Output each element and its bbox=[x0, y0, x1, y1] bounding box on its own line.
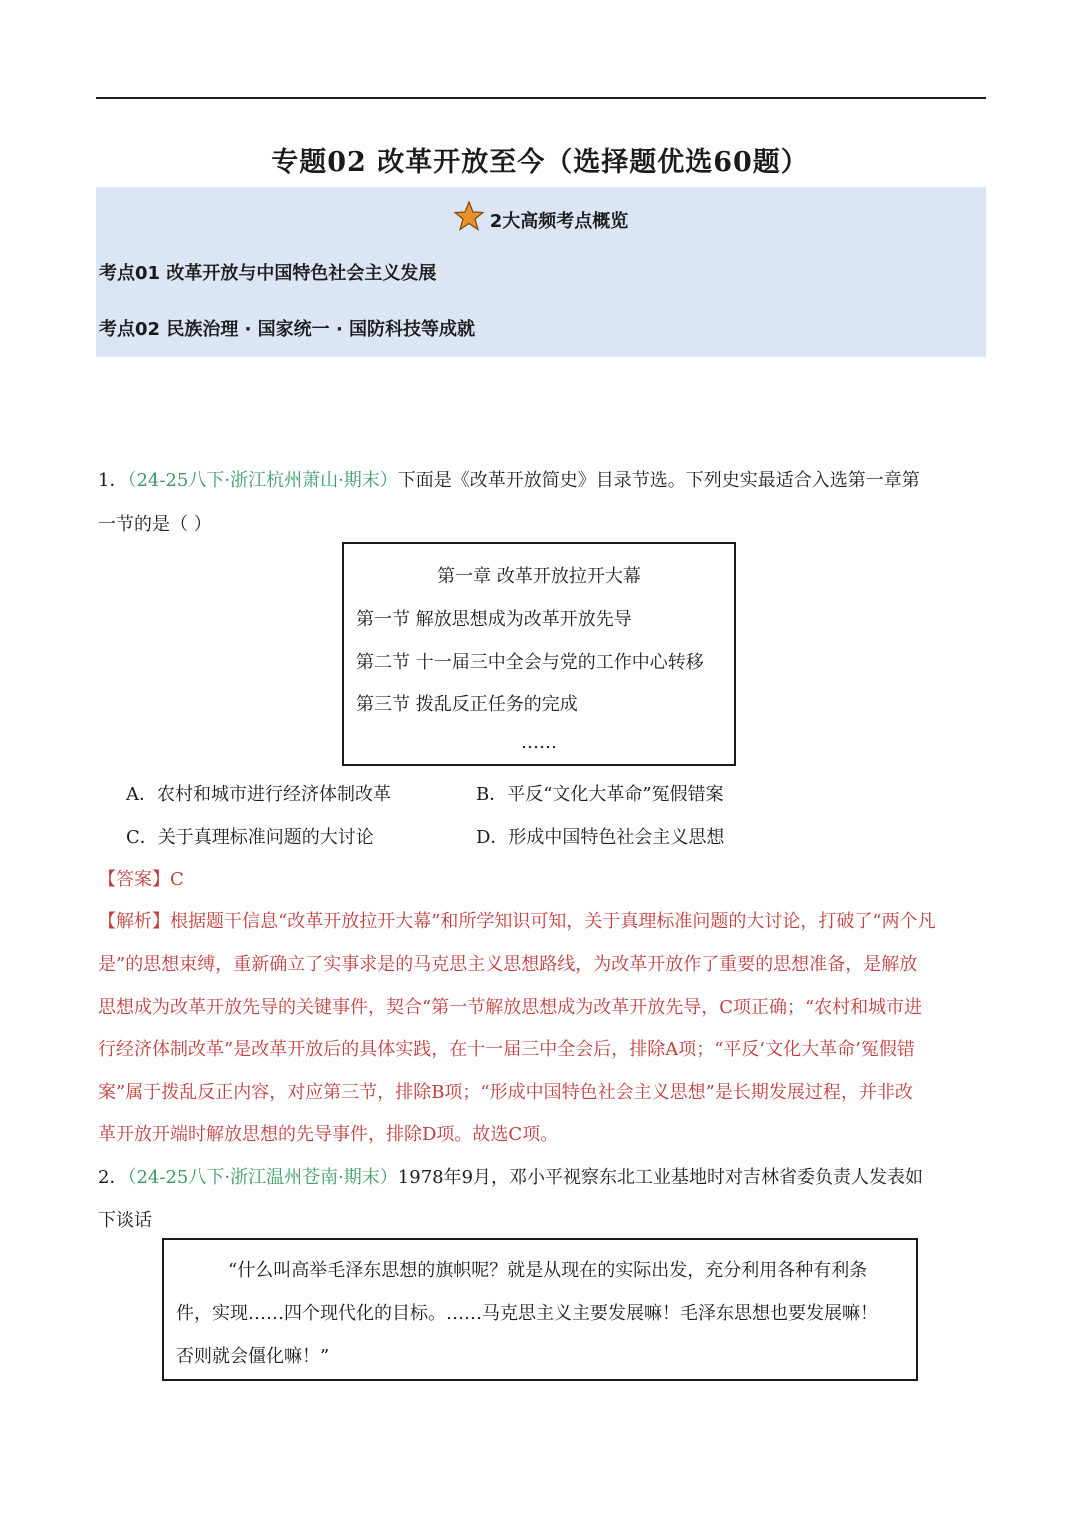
toc-section-2: 第二节 十一届三中全会与党的工作中心转移 bbox=[356, 652, 704, 673]
overview-panel bbox=[96, 187, 986, 357]
quote-line-3: 否则就会僵化嘛！” bbox=[176, 1346, 330, 1367]
quote-box bbox=[162, 1238, 918, 1381]
quote-line-2: 件，实现……四个现代化的目标。……马克思主义主要发展嘛！毛泽东思想也要发展嘛！ bbox=[176, 1303, 878, 1324]
question-2-stem-line-2: 下谈话 bbox=[98, 1210, 152, 1231]
question-stem: 1978年9月，邓小平视察东北工业基地时对吉林省委负责人发表如 bbox=[397, 1167, 924, 1188]
question-1-stem-line-2: 一节的是（ ） bbox=[98, 514, 212, 535]
question-number: 2． bbox=[98, 1167, 128, 1188]
question-number: 1． bbox=[98, 470, 128, 491]
analysis-line-6: 革开放开端时解放思想的先导事件，排除D项。故选C项。 bbox=[98, 1124, 559, 1145]
option-c: C．关于真理标准问题的大讨论 bbox=[126, 827, 374, 848]
analysis-line-1: 【解析】根据题干信息“改革开放拉开大幕”和所学知识可知，关于真理标准问题的大讨论，打破了“两个凡 bbox=[98, 911, 936, 932]
question-2-stem-line-1 bbox=[98, 1163, 923, 1189]
option-b: B．平反“文化大革命”冤假错案 bbox=[476, 784, 724, 805]
question-stem: 下面是《改革开放简史》目录节选。下列史实最适合入选第一章第 bbox=[397, 470, 920, 491]
question-source: （24-25八下·浙江杭州萧山·期末） bbox=[127, 470, 398, 491]
table-of-contents-box bbox=[342, 542, 736, 766]
header-rule bbox=[96, 97, 986, 99]
star-icon bbox=[454, 201, 484, 236]
toc-section-3: 第三节 拨乱反正任务的完成 bbox=[356, 694, 578, 715]
question-1-stem-line-1 bbox=[98, 466, 920, 492]
overview-header bbox=[96, 201, 986, 236]
option-d: D．形成中国特色社会主义思想 bbox=[476, 827, 725, 848]
analysis-line-2: 是”的思想束缚，重新确立了实事求是的马克思主义思想路线，为改革开放作了重要的思想准备，是解放 bbox=[98, 954, 918, 975]
overview-item-1: 考点01 改革开放与中国特色社会主义发展 bbox=[99, 263, 437, 284]
toc-chapter: 第一章 改革开放拉开大幕 bbox=[437, 566, 641, 587]
document-title: 专题02 改革开放至今（选择题优选60题） bbox=[271, 147, 809, 178]
option-a: A．农村和城市进行经济体制改革 bbox=[126, 784, 391, 805]
overview-header-text: 2大高频考点概览 bbox=[489, 211, 629, 232]
toc-ellipsis: …… bbox=[521, 732, 557, 753]
quote-line-1: “什么叫高举毛泽东思想的旗帜呢？就是从现在的实际出发，充分利用各种有利条 bbox=[228, 1260, 868, 1281]
question-source: （24-25八下·浙江温州苍南·期末） bbox=[127, 1167, 398, 1188]
analysis-line-5: 案”属于拨乱反正内容，对应第三节，排除B项；“形成中国特色社会主义思想”是长期发展过程，并非改 bbox=[98, 1082, 913, 1103]
analysis-line-4: 行经济体制改革”是改革开放后的具体实践，在十一届三中全会后，排除A项；“平反‘文化大革命’冤假错 bbox=[98, 1039, 915, 1060]
toc-section-1: 第一节 解放思想成为改革开放先导 bbox=[356, 609, 632, 630]
analysis-line-3: 思想成为改革开放先导的关键事件，契合“第一节解放思想成为改革开放先导，C项正确；“农村和城市进 bbox=[98, 997, 923, 1018]
overview-item-2: 考点02 民族治理 · 国家统一 · 国防科技等成就 bbox=[99, 319, 476, 340]
answer-line: 【答案】C bbox=[98, 869, 184, 890]
